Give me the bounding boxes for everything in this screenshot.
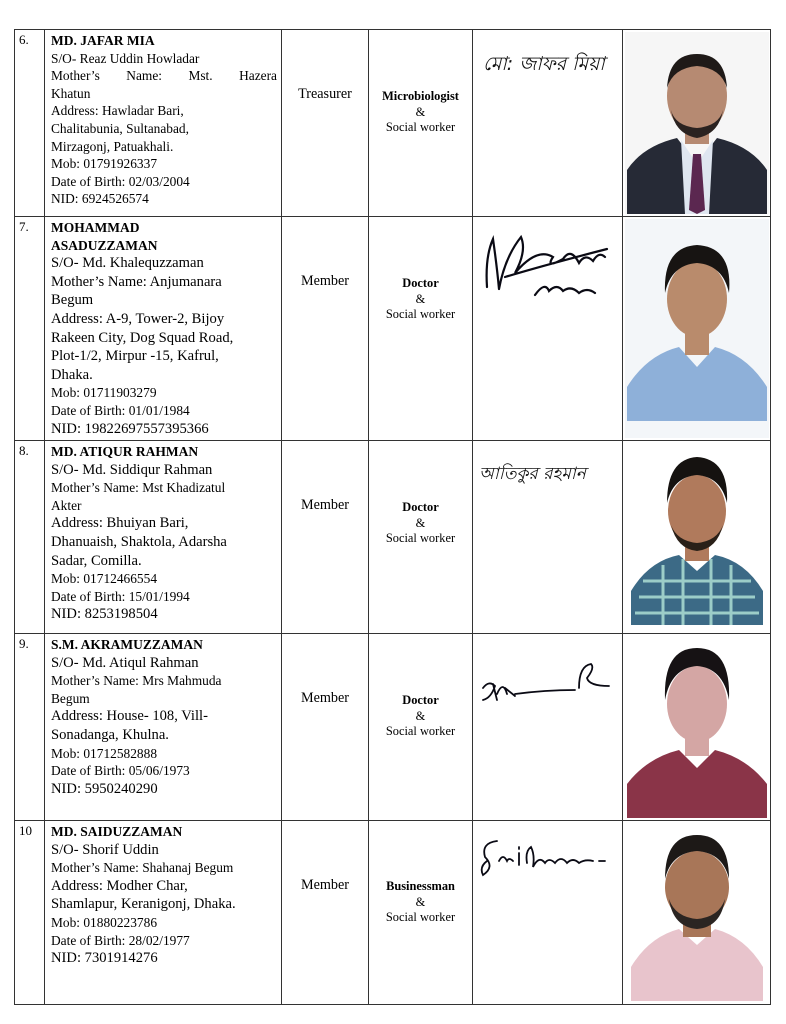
social-worker-label: Social worker — [385, 724, 456, 738]
mother-name: Mother’s Name: Anjumanara — [51, 273, 222, 290]
position: Treasurer — [282, 30, 369, 217]
signature-cell — [473, 441, 623, 634]
signature-cell — [473, 30, 623, 217]
social-worker-label: Social worker — [385, 531, 456, 545]
ampersand: & — [415, 291, 426, 306]
parent-name: S/O- Md. Atiqul Rahman — [51, 654, 199, 671]
ampersand: & — [415, 515, 426, 530]
occupation-cell — [369, 217, 473, 441]
member-info — [45, 30, 282, 217]
address-line: Address: House- 108, Vill- — [51, 708, 208, 725]
signature-image — [475, 650, 621, 710]
table-row — [15, 634, 771, 821]
signature-cell — [473, 217, 623, 441]
member-info — [45, 634, 282, 821]
member-photo — [623, 821, 771, 1004]
social-worker-label: Social worker — [385, 910, 456, 924]
parent-name: S/O- Reaz Uddin Howladar — [51, 50, 200, 66]
mobile-number: Mob: 01712466554 — [51, 571, 158, 587]
member-info — [45, 821, 282, 1005]
occupation-cell — [369, 821, 473, 1005]
member-info — [45, 441, 282, 634]
ampersand: & — [415, 708, 426, 723]
mother-name-cont: Begum — [51, 690, 90, 706]
occupation: Doctor — [402, 500, 439, 514]
table-row — [15, 217, 771, 441]
address-line: Plot-1/2, Mirpur -15, Kafrul, — [51, 348, 219, 365]
mobile-number: Mob: 01712582888 — [51, 745, 158, 761]
address-line: Address: Bhuiyan Bari, — [51, 515, 189, 532]
serial-number: 6. — [15, 30, 45, 217]
ampersand: & — [415, 104, 426, 119]
ampersand: & — [415, 894, 426, 909]
member-info — [45, 217, 282, 441]
serial-number: 8. — [15, 441, 45, 634]
member-name: MD. ATIQUR RAHMAN — [51, 444, 199, 459]
mother-name: Mother’s Name: Mst. Hazera — [51, 68, 277, 84]
mobile-number: Mob: 01880223786 — [51, 914, 158, 930]
address-line: Address: Hawladar Bari, — [51, 103, 184, 119]
member-name-cont: ASADUZZAMAN — [51, 237, 158, 253]
position: Member — [282, 821, 369, 1005]
occupation: Businessman — [386, 879, 455, 893]
nid-number: NID: 19822697557395366 — [51, 420, 209, 437]
occupation-cell — [369, 634, 473, 821]
date-of-birth: Date of Birth: 28/02/1977 — [51, 932, 190, 948]
member-photo — [623, 634, 771, 820]
address-line: Sonadanga, Khulna. — [51, 726, 169, 743]
serial-number: 10 — [15, 821, 45, 1005]
signature-image — [475, 30, 621, 90]
position: Member — [282, 441, 369, 634]
parent-name: S/O- Shorif Uddin — [51, 841, 159, 858]
address-line: Sadar, Comilla. — [51, 552, 142, 569]
photo-cell — [623, 30, 771, 217]
occupation: Microbiologist — [382, 89, 459, 103]
mobile-number: Mob: 01711903279 — [51, 385, 157, 401]
photo-cell — [623, 821, 771, 1005]
photo-face — [667, 261, 727, 337]
address-line: Address: A-9, Tower-2, Bijoy — [51, 310, 225, 327]
serial-number: 9. — [15, 634, 45, 821]
signature-image — [475, 441, 621, 501]
position: Member — [282, 634, 369, 821]
mobile-number: Mob: 01791926337 — [51, 156, 158, 172]
table-row — [15, 30, 771, 217]
nid-number: NID: 8253198504 — [51, 606, 158, 623]
member-photo — [623, 441, 771, 633]
address-line: Mirzagonj, Patuakhali. — [51, 138, 174, 154]
signature-text: মো: জাফর মিয়া — [482, 53, 605, 75]
occupation: Doctor — [402, 693, 439, 707]
photo-cell — [623, 634, 771, 821]
nid-number: NID: 7301914276 — [51, 950, 158, 967]
mother-name: Mother’s Name: Mst Khadizatul — [51, 480, 226, 496]
photo-cell — [623, 217, 771, 441]
parent-name: S/O- Md. Khalequzzaman — [51, 255, 204, 272]
members-table — [14, 29, 771, 1005]
member-name: MD. SAIDUZZAMAN — [51, 824, 183, 839]
date-of-birth: Date of Birth: 02/03/2004 — [51, 173, 190, 189]
occupation-cell — [369, 441, 473, 634]
member-name: MOHAMMAD — [51, 220, 140, 235]
position: Member — [282, 217, 369, 441]
nid-number: NID: 6924526574 — [51, 191, 149, 207]
serial-number: 7. — [15, 217, 45, 441]
signature-text: আতিকুর রহমান — [478, 464, 586, 484]
mother-name: Mother’s Name: Shahanaj Begum — [51, 860, 234, 876]
address-line: Dhanuaish, Shaktola, Adarsha — [51, 533, 227, 550]
date-of-birth: Date of Birth: 01/01/1984 — [51, 402, 190, 418]
member-name: S.M. AKRAMUZZAMAN — [51, 637, 203, 652]
mother-name-cont: Begum — [51, 292, 94, 309]
date-of-birth: Date of Birth: 15/01/1994 — [51, 588, 190, 604]
occupation-cell — [369, 30, 473, 217]
signature-image — [475, 821, 621, 881]
table-row — [15, 821, 771, 1005]
signature-cell — [473, 821, 623, 1005]
address-line: Dhaka. — [51, 366, 93, 383]
photo-cell — [623, 441, 771, 634]
date-of-birth: Date of Birth: 05/06/1973 — [51, 763, 190, 779]
address-line: Address: Modher Char, — [51, 877, 188, 894]
table-row — [15, 441, 771, 634]
mother-name-cont: Khatun — [51, 85, 91, 101]
signature-image — [475, 217, 621, 307]
social-worker-label: Social worker — [385, 120, 456, 134]
nid-number: NID: 5950240290 — [51, 780, 158, 797]
address-line: Rakeen City, Dog Squad Road, — [51, 329, 234, 346]
member-photo — [623, 217, 771, 440]
photo-face — [667, 666, 727, 742]
address-line: Shamlapur, Keranigonj, Dhaka. — [51, 896, 236, 913]
member-photo — [623, 30, 771, 216]
parent-name: S/O- Md. Siddiqur Rahman — [51, 461, 213, 478]
mother-name-cont: Akter — [51, 497, 82, 513]
mother-name: Mother’s Name: Mrs Mahmuda — [51, 673, 222, 689]
signature-cell — [473, 634, 623, 821]
social-worker-label: Social worker — [385, 307, 456, 321]
occupation: Doctor — [402, 276, 439, 290]
member-name: MD. JAFAR MIA — [51, 33, 155, 48]
address-line: Chalitabunia, Sultanabad, — [51, 120, 189, 136]
